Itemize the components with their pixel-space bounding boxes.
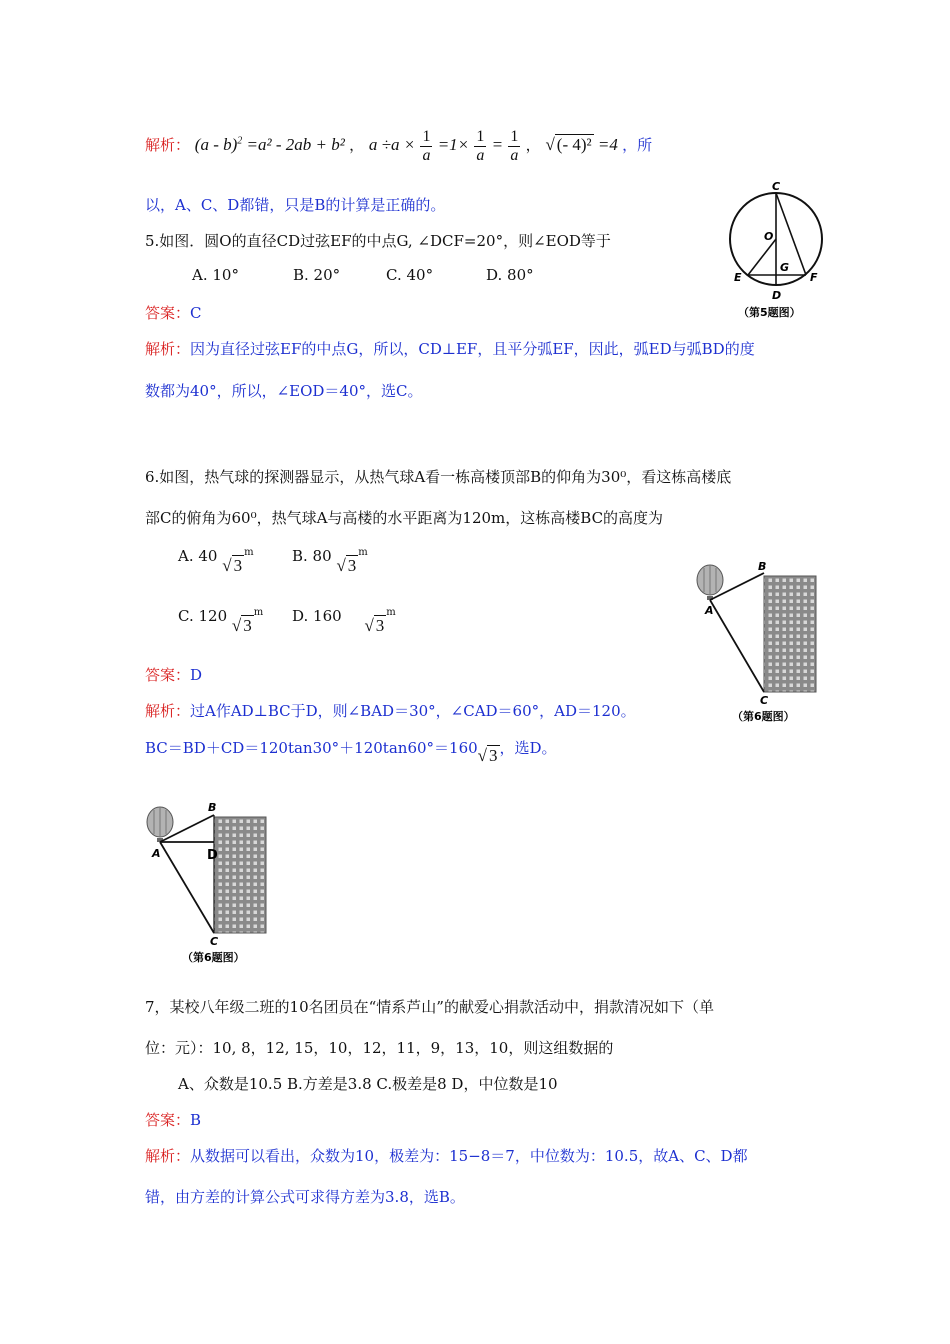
q6-stem-cont: 部C的俯角为60⁰，热气球A与高楼的水平距离为120m，这栋高楼BC的高度为 (145, 509, 664, 527)
intro-analysis-line: 解析： (a - b)$^2$ =a² - 2ab + b² ， a ÷a × $\frac{1}{a}$ =1× $\frac{1}{a}$ = $\frac{1}{a}$ ， √ (- 4)² =4 ，所 (145, 128, 653, 164)
q5-answer: 答案：C (145, 304, 202, 322)
q5-option-d: D. 80° (486, 266, 534, 284)
q6-option-a: A. 40 √ 3$^m$ (178, 547, 254, 575)
q6-figure-right (690, 556, 825, 726)
label-e: E (734, 271, 742, 284)
intro-conclusion: 以，A、C、D都错，只是B的计算是正确的。 (145, 196, 446, 214)
q5-option-b: B. 20° (293, 266, 341, 284)
equation-1: (a - b)$^2$ =a² - 2ab + b² (194, 135, 345, 154)
q7-answer: 答案：B (145, 1111, 202, 1129)
q7-options: A、众数是10.5 B.方差是3.8 C.极差是8 D，中位数是10 (178, 1075, 558, 1093)
q6-answer: 答案：D (145, 666, 203, 684)
label-b: B (758, 560, 767, 573)
q6-figure-left (140, 797, 280, 967)
label-a: A (705, 604, 714, 617)
q5-analysis-cont: 数都为40°，所以，∠EOD＝40°，选C。 (145, 382, 423, 400)
q7-stem: 7，某校八年级二班的10名团员在“情系芦山”的献爱心捐款活动中，捐款清况如下（单 (145, 998, 714, 1016)
q6-analysis: 解析：过A作AD⊥BC于D，则∠BAD＝30°，∠CAD＝60°，AD＝120。 (145, 702, 636, 720)
q5-fig-caption: （第5题图） (738, 306, 801, 319)
label-d: D (207, 848, 218, 863)
q7-analysis-cont: 错，由方差的计算公式可求得方差为3.8，选B。 (145, 1188, 465, 1206)
q6-option-d: D. 160 √ 3$^m$ (292, 607, 396, 635)
label-g: G (780, 261, 790, 274)
label-c: C (760, 694, 769, 707)
q6-stem: 6.如图，热气球的探测器显示，从热气球A看一栋高楼顶部B的仰角为30⁰，看这栋高楼底 (145, 468, 732, 486)
label-d: D (772, 289, 782, 302)
label-a: A (152, 847, 161, 860)
q6-fig-caption-right: （第6题图） (732, 710, 795, 723)
q7-analysis: 解析：从数据可以看出，众数为10，极差为：15−8＝7，中位数为：10.5，故A、C、D都 (145, 1147, 748, 1165)
q5-circle-figure (726, 178, 826, 324)
equation-2: a ÷a × $\frac{1}{a}$ =1× $\frac{1}{a}$ = $\frac{1}{a}$ (368, 128, 519, 164)
q5-analysis: 解析：因为直径过弦EF的中点G，所以，CD⊥EF，且平分弧EF，因此，弧ED与弧BD的度 (145, 340, 755, 358)
q6-analysis-cont: BC＝BD＋CD＝120tan30°＋120tan60°＝160√ 3 ，选D。 (145, 739, 557, 765)
label-f: F (810, 271, 818, 284)
label-c: C (772, 180, 781, 193)
q6-option-b: B. 80 √ 3$^m$ (292, 547, 368, 575)
q7-stem-cont: 位：元）：10, 8，12, 15，10，12，11，9，13，10，则这组数据的 (145, 1039, 614, 1057)
q5-stem: 5.如图．圆O的直径CD过弦EF的中点G, ∠DCF=20°，则∠EOD等于 (145, 232, 611, 250)
analysis-label: 解析： (145, 136, 191, 154)
q6-fig-caption-left: （第6题图） (182, 951, 245, 964)
q6-option-c: C. 120 √ 3$^m$ (178, 607, 264, 635)
q5-option-a: A. 10° (192, 266, 239, 284)
label-c: C (210, 935, 219, 948)
label-o: O (764, 230, 774, 243)
label-b: B (208, 801, 217, 814)
equation-3: √ (- 4)² =4 (545, 135, 618, 154)
q5-option-c: C. 40° (386, 266, 434, 284)
